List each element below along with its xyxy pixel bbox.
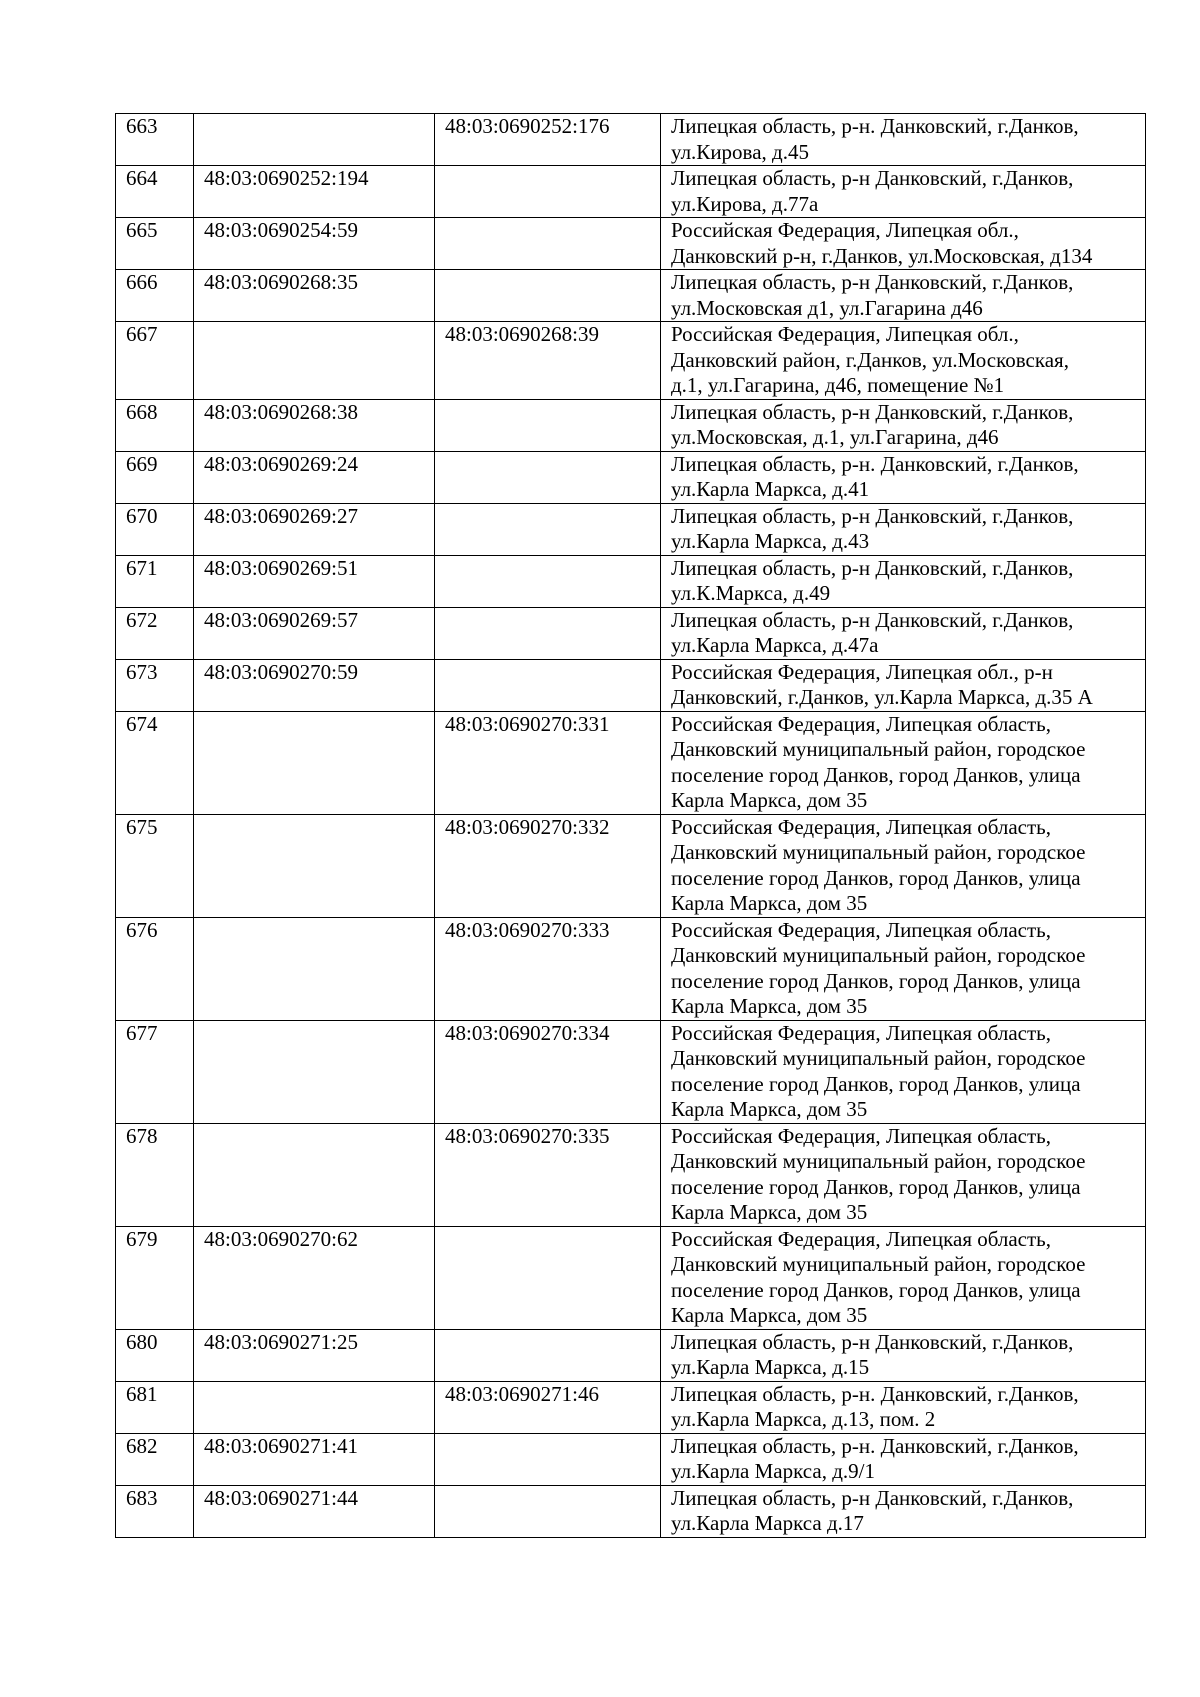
- address-line: д.1, ул.Гагарина, д46, помещение №1: [671, 373, 1005, 397]
- table-row: [116, 1329, 1146, 1381]
- row-number-cell: 679: [116, 1226, 194, 1329]
- table-row: [116, 814, 1146, 917]
- address-line: поселение город Данков, город Данков, улица: [671, 1277, 1081, 1302]
- cadastral-number-cell: [194, 114, 435, 166]
- address-cell: [661, 1485, 1146, 1537]
- address-line: ул.К.Маркса, д.49: [671, 581, 831, 605]
- address-cell: [661, 166, 1146, 218]
- cadastral-number-cell: 48:03:0690269:27: [194, 503, 435, 555]
- address-line: Российская Федерация, Липецкая область,: [671, 711, 1052, 736]
- address-line: Липецкая область, р-н Данковский, г.Данков,: [671, 399, 1074, 424]
- cadastral-number-secondary-cell: 48:03:0690270:334: [435, 1020, 661, 1123]
- table-row: [116, 451, 1146, 503]
- row-number-cell: 666: [116, 270, 194, 322]
- cadastral-number-cell: 48:03:0690271:25: [194, 1329, 435, 1381]
- cadastral-number-cell: [194, 322, 435, 400]
- address-line: Карла Маркса, дом 35: [671, 1200, 868, 1224]
- address-cell: [661, 451, 1146, 503]
- address-cell: [661, 1123, 1146, 1226]
- cadastral-number-secondary-cell: [435, 1485, 661, 1537]
- address-line: Данковский муниципальный район, городское: [671, 943, 1086, 967]
- address-line: Данковский р-н, г.Данков, ул.Московская, д134: [671, 243, 1093, 268]
- address-cell: [661, 814, 1146, 917]
- cadastral-number-cell: 48:03:0690270:59: [194, 659, 435, 711]
- address-line: Липецкая область, р-н. Данковский, г.Данков,: [671, 1433, 1079, 1458]
- address-line: ул.Кирова, д.77а: [671, 191, 819, 216]
- cadastral-number-cell: [194, 711, 435, 814]
- address-cell: [661, 711, 1146, 814]
- cadastral-number-secondary-cell: 48:03:0690271:46: [435, 1381, 661, 1433]
- row-number-cell: 672: [116, 607, 194, 659]
- row-number-cell: 674: [116, 711, 194, 814]
- cadastral-number-cell: [194, 917, 435, 1020]
- table-row: [116, 503, 1146, 555]
- row-number-cell: 667: [116, 322, 194, 400]
- table-row: [116, 114, 1146, 166]
- address-cell: [661, 917, 1146, 1020]
- table-row: [116, 1020, 1146, 1123]
- table-row: [116, 711, 1146, 814]
- address-line: Российская Федерация, Липецкая обл.,: [671, 322, 1019, 346]
- cadastral-number-cell: 48:03:0690269:51: [194, 555, 435, 607]
- address-line: Карла Маркса, дом 35: [671, 788, 868, 812]
- row-number-cell: 678: [116, 1123, 194, 1226]
- table-row: [116, 1226, 1146, 1329]
- address-cell: [661, 555, 1146, 607]
- cadastral-number-secondary-cell: [435, 218, 661, 270]
- address-line: Липецкая область, р-н Данковский, г.Данков,: [671, 503, 1074, 528]
- address-line: поселение город Данков, город Данков, улица: [671, 1071, 1081, 1096]
- row-number-cell: 665: [116, 218, 194, 270]
- cadastral-number-secondary-cell: [435, 399, 661, 451]
- address-cell: [661, 218, 1146, 270]
- address-line: Карла Маркса, дом 35: [671, 1303, 868, 1327]
- cadastral-number-secondary-cell: [435, 1226, 661, 1329]
- address-line: Российская Федерация, Липецкая обл.,: [671, 218, 1019, 242]
- row-number-cell: 680: [116, 1329, 194, 1381]
- address-line: Российская Федерация, Липецкая область,: [671, 1020, 1052, 1045]
- address-cell: [661, 1226, 1146, 1329]
- table-row: [116, 1381, 1146, 1433]
- table-row: [116, 917, 1146, 1020]
- address-line: ул.Карла Маркса, д.13, пом. 2: [671, 1407, 936, 1431]
- cadastral-number-secondary-cell: 48:03:0690270:332: [435, 814, 661, 917]
- table-row: [116, 166, 1146, 218]
- cadastral-number-secondary-cell: 48:03:0690270:331: [435, 711, 661, 814]
- address-line: Липецкая область, р-н Данковский, г.Данков,: [671, 166, 1074, 190]
- table-row: [116, 270, 1146, 322]
- address-cell: [661, 1020, 1146, 1123]
- address-cell: [661, 1329, 1146, 1381]
- cadastral-number-cell: 48:03:0690268:35: [194, 270, 435, 322]
- address-line: Карла Маркса, дом 35: [671, 891, 868, 915]
- address-cell: [661, 322, 1146, 400]
- address-line: Карла Маркса, дом 35: [671, 994, 868, 1018]
- address-line: ул.Карла Маркса, д.15: [671, 1355, 870, 1379]
- address-line: ул.Карла Маркса, д.41: [671, 477, 870, 501]
- address-line: Липецкая область, р-н. Данковский, г.Данков,: [671, 114, 1079, 138]
- row-number-cell: 681: [116, 1381, 194, 1433]
- row-number-cell: 677: [116, 1020, 194, 1123]
- row-number-cell: 669: [116, 451, 194, 503]
- cadastral-number-secondary-cell: [435, 659, 661, 711]
- address-line: поселение город Данков, город Данков, улица: [671, 968, 1081, 993]
- cadastral-number-secondary-cell: 48:03:0690268:39: [435, 322, 661, 400]
- cadastral-number-secondary-cell: [435, 166, 661, 218]
- cadastral-number-cell: 48:03:0690252:194: [194, 166, 435, 218]
- address-line: Липецкая область, р-н Данковский, г.Данков,: [671, 1329, 1074, 1354]
- address-line: Данковский муниципальный район, городское: [671, 1252, 1086, 1276]
- address-line: Липецкая область, р-н. Данковский, г.Данков,: [671, 451, 1079, 476]
- cadastral-number-cell: [194, 814, 435, 917]
- row-number-cell: 671: [116, 555, 194, 607]
- address-line: Липецкая область, р-н. Данковский, г.Данков,: [671, 1381, 1079, 1406]
- row-number-cell: 668: [116, 399, 194, 451]
- cadastral-number-secondary-cell: 48:03:0690270:335: [435, 1123, 661, 1226]
- address-line: Данковский район, г.Данков, ул.Московская,: [671, 347, 1069, 372]
- address-line: ул.Карла Маркса д.17: [671, 1511, 864, 1535]
- cadastral-number-cell: 48:03:0690268:38: [194, 399, 435, 451]
- cadastral-number-cell: 48:03:0690269:57: [194, 607, 435, 659]
- cadastral-number-cell: [194, 1020, 435, 1123]
- address-cell: [661, 399, 1146, 451]
- address-line: Данковский муниципальный район, городское: [671, 1149, 1086, 1173]
- table-row: [116, 1123, 1146, 1226]
- row-number-cell: 663: [116, 114, 194, 166]
- address-line: Российская Федерация, Липецкая область,: [671, 1123, 1052, 1148]
- cadastral-number-secondary-cell: [435, 1329, 661, 1381]
- table-row: [116, 659, 1146, 711]
- document-page: [115, 113, 1145, 1538]
- cadastral-number-cell: 48:03:0690270:62: [194, 1226, 435, 1329]
- address-line: Карла Маркса, дом 35: [671, 1097, 868, 1121]
- cadastral-number-secondary-cell: [435, 270, 661, 322]
- row-number-cell: 683: [116, 1485, 194, 1537]
- address-cell: [661, 1433, 1146, 1485]
- table-row: [116, 218, 1146, 270]
- row-number-cell: 673: [116, 659, 194, 711]
- address-line: ул.Кирова, д.45: [671, 139, 809, 164]
- table-row: [116, 322, 1146, 400]
- cadastral-number-cell: [194, 1123, 435, 1226]
- address-cell: [661, 114, 1146, 166]
- address-line: Данковский муниципальный район, городское: [671, 1046, 1086, 1070]
- row-number-cell: 670: [116, 503, 194, 555]
- cadastral-number-secondary-cell: [435, 503, 661, 555]
- table-row: [116, 399, 1146, 451]
- table-row: [116, 1433, 1146, 1485]
- address-cell: [661, 607, 1146, 659]
- address-cell: [661, 659, 1146, 711]
- table-row: [116, 1485, 1146, 1537]
- cadastral-number-cell: [194, 1381, 435, 1433]
- table-row: [116, 555, 1146, 607]
- table-row: [116, 607, 1146, 659]
- address-line: Липецкая область, р-н Данковский, г.Данков,: [671, 270, 1074, 294]
- address-line: поселение город Данков, город Данков, улица: [671, 1174, 1081, 1199]
- address-line: ул.Московская, д.1, ул.Гагарина, д46: [671, 425, 999, 449]
- cadastral-number-secondary-cell: [435, 607, 661, 659]
- cadastral-number-cell: 48:03:0690271:44: [194, 1485, 435, 1537]
- address-line: Российская Федерация, Липецкая область,: [671, 1226, 1052, 1251]
- address-line: Данковский муниципальный район, городское: [671, 840, 1086, 864]
- cadastral-number-cell: 48:03:0690271:41: [194, 1433, 435, 1485]
- address-line: Российская Федерация, Липецкая область,: [671, 917, 1052, 942]
- address-line: Российская Федерация, Липецкая область,: [671, 814, 1052, 839]
- address-line: Российская Федерация, Липецкая обл., р-н: [671, 659, 1053, 684]
- row-number-cell: 675: [116, 814, 194, 917]
- row-number-cell: 682: [116, 1433, 194, 1485]
- address-cell: [661, 1381, 1146, 1433]
- address-line: ул.Карла Маркса, д.47а: [671, 633, 879, 657]
- address-line: Липецкая область, р-н Данковский, г.Данков,: [671, 555, 1074, 580]
- address-line: ул.Карла Маркса, д.9/1: [671, 1459, 875, 1483]
- cadastral-number-secondary-cell: [435, 555, 661, 607]
- address-line: ул.Карла Маркса, д.43: [671, 529, 870, 553]
- cadastral-number-secondary-cell: [435, 451, 661, 503]
- address-line: Данковский, г.Данков, ул.Карла Маркса, д.35 А: [671, 685, 1093, 709]
- address-cell: [661, 270, 1146, 322]
- cadastral-number-secondary-cell: 48:03:0690252:176: [435, 114, 661, 166]
- address-cell: [661, 503, 1146, 555]
- address-line: поселение город Данков, город Данков, улица: [671, 865, 1081, 890]
- cadastral-number-secondary-cell: [435, 1433, 661, 1485]
- cadastral-number-cell: 48:03:0690254:59: [194, 218, 435, 270]
- cadastral-number-cell: 48:03:0690269:24: [194, 451, 435, 503]
- address-line: Липецкая область, р-н Данковский, г.Данков,: [671, 607, 1074, 632]
- registry-table-body: [116, 114, 1146, 1538]
- address-line: Липецкая область, р-н Данковский, г.Данков,: [671, 1485, 1074, 1510]
- address-line: поселение город Данков, город Данков, улица: [671, 762, 1081, 787]
- row-number-cell: 664: [116, 166, 194, 218]
- address-line: ул.Московская д1, ул.Гагарина д46: [671, 295, 983, 320]
- cadastral-number-secondary-cell: 48:03:0690270:333: [435, 917, 661, 1020]
- row-number-cell: 676: [116, 917, 194, 1020]
- registry-table: [115, 113, 1146, 1538]
- address-line: Данковский муниципальный район, городское: [671, 737, 1086, 761]
